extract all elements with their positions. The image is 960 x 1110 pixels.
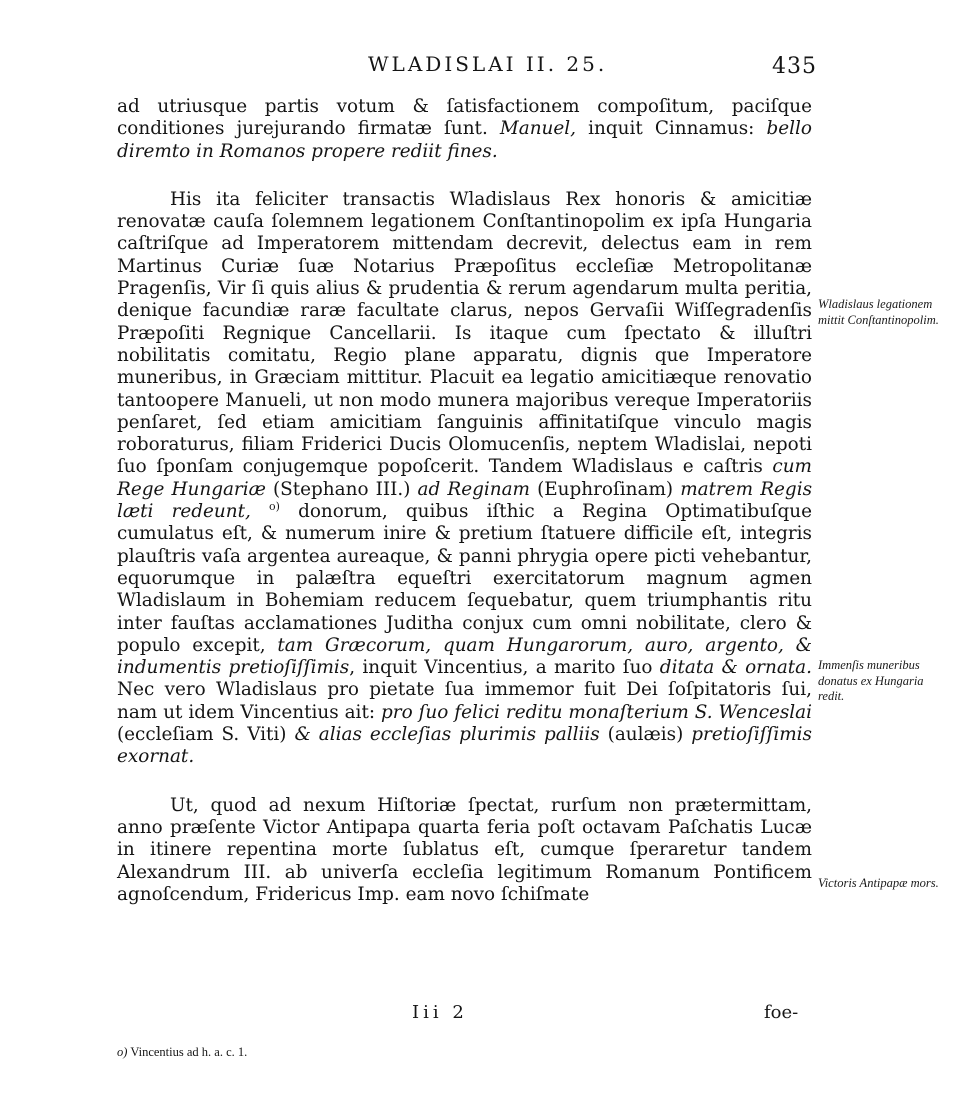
paragraph-legation: His ita feliciter transactis Wladislaus Rex honoris & amicitiæ renovatæ cauſa ſolemnem legationem Conſtantinopolim ex ipſa Hungaria caſtriſque ad Imperatorem mittendam decrevit, delectus eam in rem Martinus Curiæ ſuæ Notarius Præpoſitus eccleſiæ Metropolitanæ Pragenſis, Vir ſi quis alius & prudentia & rerum agendarum multa peritia, denique facundiæ raræ facultate clarus, nepos Gervaſii Wiſſegradenſis Præpoſiti Regnique Cancellarii. Is itaque cum ſpectato & illuſtri nobilitatis comitatu, Regio plane apparatu, dignis que Imperatore muneribus, in Græciam mittitur. Placuit ea legatio amicitiæque renovatio tantoopere Manueli, ut non modo munera majoribus vereque Imperatoriis penſaret, ſed etiam amicitiam ſanguinis affinitatiſque vinculo magis roboraturus, filiam Friderici Ducis Olomucenſis, neptem Wladislai, nepoti ſuo ſponſam conjugemque popoſcerit. Tandem Wladislaus e caſtris cum Rege Hungariæ (Stephano III.) ad Reginam (Euphroſinam) matrem Regis læti redeunt, $^{o)}$ donorum, quibus iſthic a Regina Optimatibuſque cumulatus eſt, & numerum inire & pretium ſtatuere difficile eſt, integris plauſtris vaſa argentea aureaque, & panni phrygia opere picti vehebantur, equorumque in palæſtra equeſtri exercitatorum magnum agmen Wladislaum in Bohemiam reducem ſequebatur, quem triumphantis ritu inter fauſtas acclamationes Juditha conjux cum omni nobilitate, clero & populo excepit, tam Græcorum, quam Hungarorum, auro, argento, & indumentis pretioſiſſimis, inquit Vincentius, a marito ſuo ditata & ornata. Nec vero Wladislaus pro pietate ſua immemor fuit Dei ſoſpitatoris ſui, nam ut idem Vincentius ait: pro ſuo felici reditu monaſterium S. Wenceslai (eccleſiam S. Viti) & alias eccleſias plurimis palliis (aulæis) pretioſiſſimis exornat. xyxy=(117,188,813,768)
footnote: o) Vincentius ad h. a. c. 1. xyxy=(117,1045,248,1059)
main-text-column xyxy=(117,96,812,906)
running-title: WLADISLAI II. 25. xyxy=(368,52,608,76)
running-head xyxy=(0,52,960,82)
margin-note-gifts: Immenſis muneribus donatus ex Hungaria redit. xyxy=(818,658,924,703)
paragraph-antipope: Ut, quod ad nexum Hiſtoriæ ſpectat, rurſum non prætermittam, anno præſente Victor Antipapa quarta feria poſt octavam Paſchatis Lucæ in itinere repentina morte ſublatus eſt, cumque ſperaretur tandem Alexandrum III. ab univerſa eccleſia legitimum Romanum Pontificem agnoſcendum, Fridericus Imp. eam novo ſchiſmate xyxy=(117,794,812,905)
paragraph-continuation: ad utriusque partis votum & ſatisfactionem compoſitum, paciſque conditiones jurejurando firmatæ ſunt. Manuel, inquit Cinnamus: bello diremto in Romanos propere rediit fines. xyxy=(117,96,812,162)
page-number: 435 xyxy=(772,54,817,79)
catchword: foe- xyxy=(764,1002,799,1023)
signature-mark: Iii 2 xyxy=(412,1002,468,1023)
margin-note-victor-death: Victoris Antipapæ mors. xyxy=(818,876,939,890)
margin-note-legation: Wladislaus legationem mittit Conſtantinopolim. xyxy=(818,297,939,327)
